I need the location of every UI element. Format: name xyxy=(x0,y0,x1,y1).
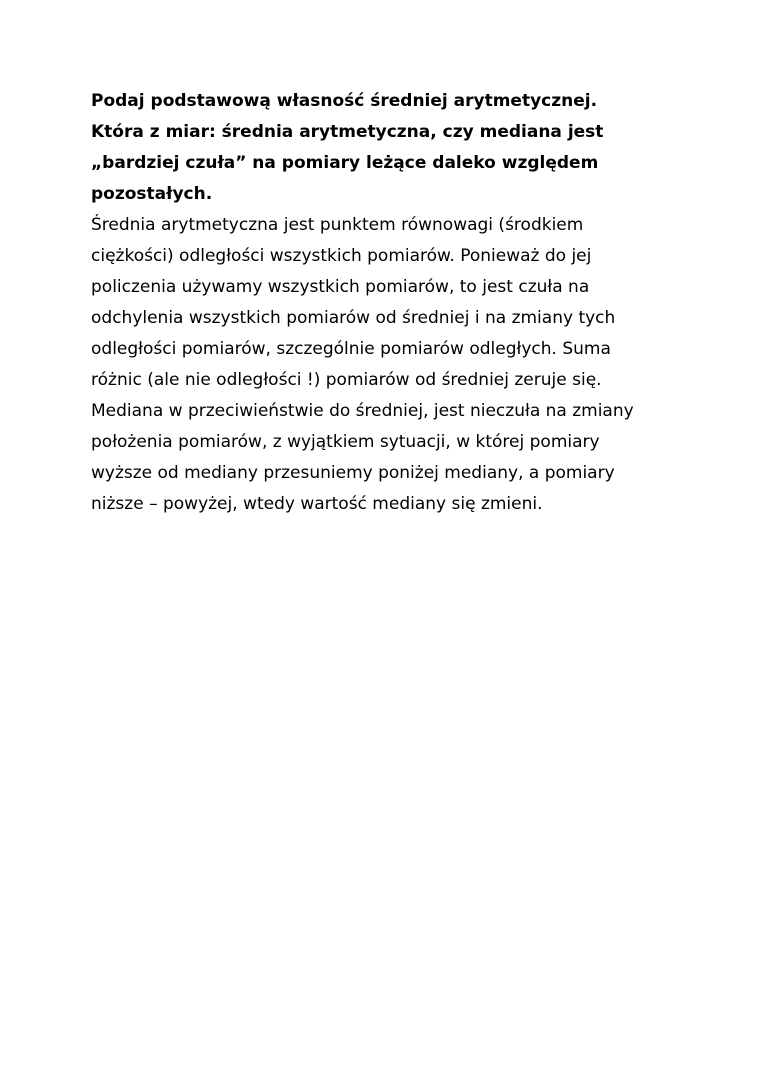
answer-line: różnic (ale nie odległości !) pomiarów od średniej zeruje się. xyxy=(91,370,602,390)
answer-line: wyższe od mediany przesuniemy poniżej mediany, a pomiary xyxy=(91,463,615,483)
question-line: „bardziej czuła” na pomiary leżące daleko względem xyxy=(91,153,599,173)
answer-line: niższe – powyżej, wtedy wartość mediany się zmieni. xyxy=(91,494,543,514)
answer-line: policzenia używamy wszystkich pomiarów, to jest czuła na xyxy=(91,277,590,297)
answer-line: Średnia arytmetyczna jest punktem równowagi (środkiem xyxy=(91,215,584,235)
answer-paragraph xyxy=(91,210,691,520)
answer-line: położenia pomiarów, z wyjątkiem sytuacji, w której pomiary xyxy=(91,432,600,452)
question-paragraph xyxy=(91,86,691,210)
question-line: Podaj podstawową własność średniej arytmetycznej. xyxy=(91,91,598,111)
question-line: pozostałych. xyxy=(91,184,213,204)
answer-line: odchylenia wszystkich pomiarów od średniej i na zmiany tych xyxy=(91,308,616,328)
answer-line: odległości pomiarów, szczególnie pomiarów odległych. Suma xyxy=(91,339,611,359)
document-body xyxy=(91,86,691,520)
question-line: Która z miar: średnia arytmetyczna, czy mediana jest xyxy=(91,122,604,142)
answer-line: ciężkości) odległości wszystkich pomiarów. Ponieważ do jej xyxy=(91,246,592,266)
answer-line: Mediana w przeciwieństwie do średniej, jest nieczuła na zmiany xyxy=(91,401,634,421)
